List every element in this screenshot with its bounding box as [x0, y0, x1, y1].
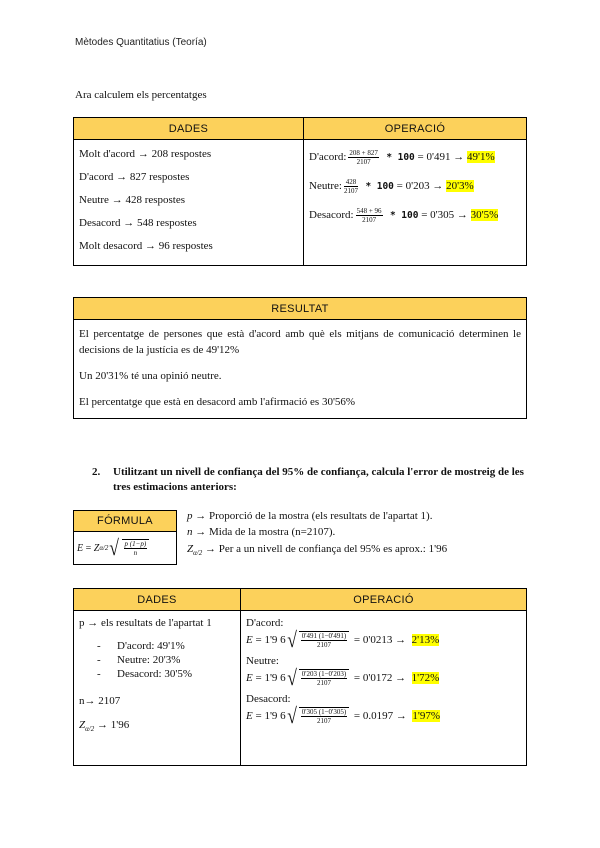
list-item: - Desacord: 30'5% — [97, 668, 192, 680]
question-number: 2. — [92, 466, 101, 478]
definition-n: n → Mida de la mostra (n=2107). — [187, 526, 336, 538]
definition-z: $Z_{\alpha/2}$ → Per a un nivell de confiança del 95% es aprox.: 1'96 — [187, 543, 448, 557]
dades-row: Neutre → 428 respostes — [79, 194, 186, 206]
dades-row: Molt d'acord → 208 respostes — [79, 148, 212, 160]
dades-cell — [74, 140, 304, 266]
highlight-result: 20'3% — [446, 180, 474, 193]
fraction: $\frac{0'305 (1-0'305)}{2107}$ — [299, 707, 349, 725]
highlight-result: 1'72% — [411, 672, 440, 684]
percentages-table — [73, 117, 527, 266]
intro-text: Ara calculem els percentatges — [75, 89, 207, 101]
dades-row: D'acord → 827 respostes — [79, 171, 190, 183]
resultat-p1: El percentatge de persones que està d'acord amb què els mitjans de comunicació determinen le decisions de la justícia es de 49'12% — [79, 328, 521, 356]
list-item: - Neutre: 20'3% — [97, 654, 181, 666]
highlight-result: 2'13% — [411, 634, 440, 646]
bullet-list — [79, 639, 235, 681]
page-header: Mètodes Quantitatius (Teoría) — [75, 37, 207, 48]
operacio-header: OPERACIÓ — [304, 118, 527, 140]
sqrt-icon: √ — [286, 665, 297, 690]
sqrt-icon: √ — [109, 535, 120, 560]
fraction: $\frac{428}{2107}$ — [343, 178, 358, 195]
dades-header: DADES — [74, 589, 241, 611]
highlight-result: 30'5% — [470, 209, 499, 222]
operacio-block: Desacord: E = 1'9 6 √ $\frac{0'305 (1-0'305)}{2107}$ = 0.0197 → 1'97% — [246, 693, 441, 728]
dades-cell — [74, 611, 241, 766]
operacio-row: D'acord: $\frac{208 + 827}{2107}$ * 100 = 0'491 → 49'1% — [309, 149, 495, 166]
fraction: $\frac{548 + 96}{2107}$ — [356, 207, 382, 224]
highlight-result: 49'1% — [466, 151, 495, 164]
dades-header: DADES — [74, 118, 304, 140]
operacio-cell — [304, 140, 527, 266]
formula-expression: E = Z α/2 √ $\frac{p (1-p)}{n}$ — [77, 539, 151, 557]
definition-p: p → Proporció de la mostra (els resultats de l'apartat 1). — [187, 510, 433, 522]
sqrt-icon: √ — [286, 703, 297, 728]
p-line: p → els resultats de l'apartat 1 — [79, 617, 212, 629]
operacio-cell — [241, 611, 527, 766]
sqrt-icon: √ — [286, 627, 297, 652]
operacio-header: OPERACIÓ — [241, 589, 527, 611]
formula-table — [73, 510, 177, 565]
fraction: $\frac{0'491 (1-0'491)}{2107}$ — [299, 631, 349, 649]
resultat-p2: Un 20'31% té una opinió neutre. — [79, 370, 222, 382]
list-item: - D'acord: 49'1% — [97, 640, 185, 652]
dades-row: Molt desacord → 96 respostes — [79, 240, 213, 252]
dades-row: Desacord → 548 respostes — [79, 217, 197, 229]
question-text: Utilitzant un nivell de confiança del 95% de confiança, calcula l'error de mostreig de les tres estimacions anteriors: — [113, 466, 524, 493]
formula-cell — [74, 532, 177, 565]
resultat-table — [73, 297, 527, 419]
n-line: n→ 2107 — [79, 695, 121, 707]
error-table — [73, 588, 527, 766]
highlight-result: 1'97% — [412, 710, 441, 722]
operacio-block: D'acord: E = 1'9 6 √ $\frac{0'491 (1-0'491)}{2107}$ = 0'0213 → 2'13% — [246, 617, 440, 652]
fraction: $\frac{208 + 827}{2107}$ — [349, 149, 378, 166]
fraction: $\frac{0'203 (1-0'203)}{2107}$ — [299, 669, 349, 687]
z-line: $Z_{\alpha/2} \to 1'96$ — [79, 719, 130, 733]
question-2 — [92, 465, 532, 495]
operacio-row: Desacord: $\frac{548 + 96}{2107}$ * 100 = 0'305 → 30'5% — [309, 207, 499, 224]
resultat-header: RESULTAT — [74, 298, 527, 320]
formula-header: FÓRMULA — [74, 511, 177, 532]
resultat-p3: El percentatge que està en desacord amb l'afirmació es 30'56% — [79, 396, 356, 408]
fraction: $\frac{p (1-p)}{n}$ — [122, 539, 150, 557]
operacio-block: Neutre: E = 1'9 6 √ $\frac{0'203 (1-0'203)}{2107}$ = 0'0172 → 1'72% — [246, 655, 440, 690]
definitions — [187, 508, 447, 561]
operacio-row: Neutre: $\frac{428}{2107}$ * 100 = 0'203 → 20'3% — [309, 178, 474, 195]
resultat-cell — [74, 320, 527, 419]
